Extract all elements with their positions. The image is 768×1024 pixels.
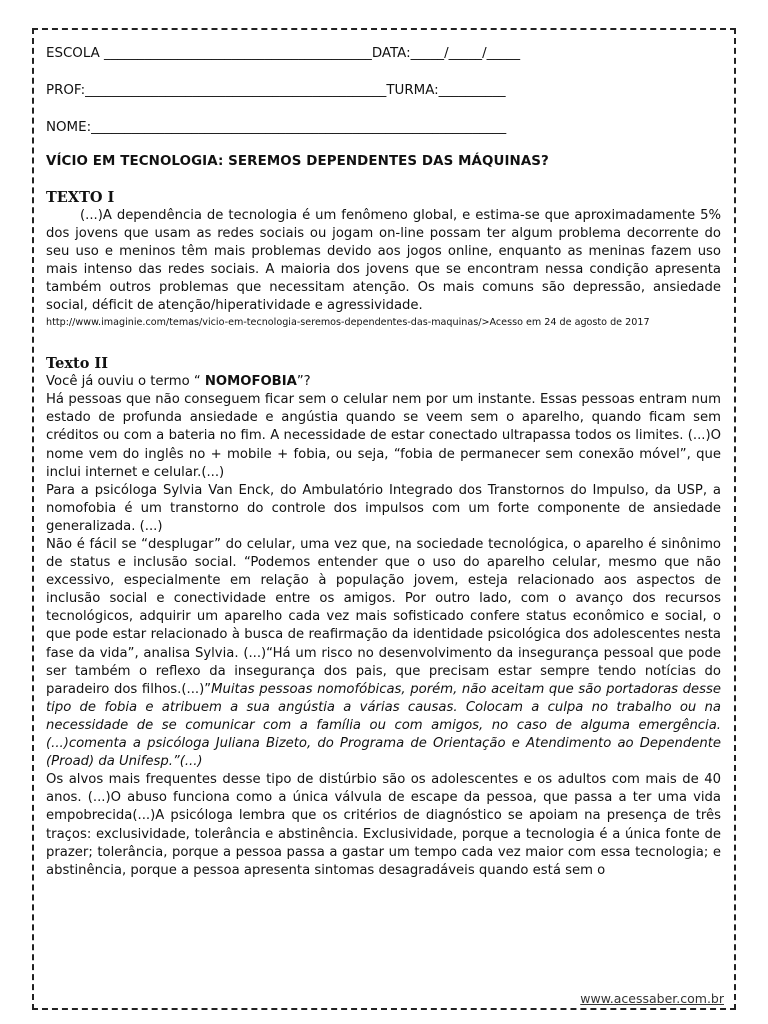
texto1-paragraph: (...)A dependência de tecnologia é um fenômeno global, e estima-se que aproximadamente 5% dos jovens que usam as redes sociais ou jogam on-line possam ter algum problema decorrente do seu uso e meninos têm mais problemas devido aos jogos online, enquanto as meninas fazem uso mais intenso das redes sociais. A maioria dos jovens que se encontram nessa condição apresenta também outros problemas que necessitam atenção. Os mais comuns são depressão, ansiedade social, déficit de atenção/hiperatividade e agressividade. [46,208,721,314]
paragraph-3-text: Não é fácil se “desplugar” do celular, uma vez que, na sociedade tecnológica, o aparelho é sinônimo de status e inclusão social. “Podemos entender que o uso do aparelho celular, mesmo que não excessivo, especialmente em relação à população jovem, esteja relacionado aos aspectos de inclusão social e conectividade entre os amigos. Por outro lado, com o avanço dos recursos tecnológicos, adquirir um aparelho cada vez mais sofisticado confere status econômico e social, o que pode estar relacionado à busca de reafirmação da identidade psicológica dos adolescentes nesta fase da vida”, analisa Sylvia. (...)“Há um risco no desenvolvimento da insegurança pessoal que pode ser também o reflexo da insegurança dos pais, que precisam estar sempre tendo notícias do paradeiro dos filhos.(...)” [46,537,721,697]
prof-field: PROF:_____________________________________________TURMA:__________ [46,83,506,98]
texto2-question [46,373,721,391]
nome-field: NOME:______________________________________________________________ [46,120,507,135]
texto2-paragraph-4: Os alvos mais frequentes desse tipo de distúrbio são os adolescentes e os adultos com mais de 40 anos. (...)O abuso funciona como a única válvula de escape da pessoa, que passa a ter uma vida empobrecida(...)A psicóloga lembra que os critérios de diagnóstico se apoiam na presença de três traços: exclusividade, tolerância e abstinência. Exclusividade, porque a tecnologia é a única fonte de prazer; tolerância, porque a pessoa passa a gastar um tempo cada vez maior com essa tecnologia; e abstinência, porque a pessoa apresenta sintomas desagradáveis quando está sem o [46,772,721,878]
texto2-paragraph-2: Para a psicóloga Sylvia Van Enck, do Ambulatório Integrado dos Transtornos do Impulso, da USP, a nomofobia é um transtorno do controle dos impulsos com um forte componente de ansiedade generalizada. (...) [46,482,721,534]
texto2-heading: Texto II [46,355,108,373]
escola-field: ESCOLA ________________________________________DATA:_____/_____/_____ [46,46,521,61]
paragraph-3-italic-quote: Muitas pessoas nomofóbicas, porém, não aceitam que são portadoras desse tipo de fobia e atribuem a sua angústia a várias causas. Colocam a culpa no trabalho ou na necessidade de se comunicar com a família ou com amigos, no caso de alguma emergência. (...)comenta a psicóloga Juliana Bizeto, do Programa de Orientação e Atendimento ao Dependente (Proad) da Unifesp.”(...) [46,681,722,770]
worksheet [46,42,721,880]
worksheet-title: VÍCIO EM TECNOLOGIA: SEREMOS DEPENDENTES DAS MÁQUINAS? [46,154,549,169]
texto1-heading: TEXTO I [46,189,115,206]
texto2-paragraph-3 [46,536,721,771]
question-text-after: ”? [296,374,311,390]
texto1-citation: http://www.imaginie.com/temas/vicio-em-tecnologia-seremos-dependentes-das-maquinas/>Acesso em 24 de agosto de 2017 [46,316,650,328]
question-text-before: Você já ouviu o termo “ [46,374,205,390]
texto2-paragraph-1: Há pessoas que não conseguem ficar sem o celular nem por um instante. Essas pessoas entram num estado de profunda ansiedade e angústia quando se veem sem o aparelho, quando ficam sem créditos ou com a bateria no fim. A necessidade de estar conectado ultrapassa todos os limites. (...)O nome vem do inglês no + mobile + fobia, ou seja, “fobia de permanecer sem conexão móvel”, que inclui internet e celular.(...) [46,392,721,480]
footer-website-link[interactable]: www.acessaber.com.br [580,991,724,1006]
nomofobia-term: NOMOFOBIA [204,374,297,390]
